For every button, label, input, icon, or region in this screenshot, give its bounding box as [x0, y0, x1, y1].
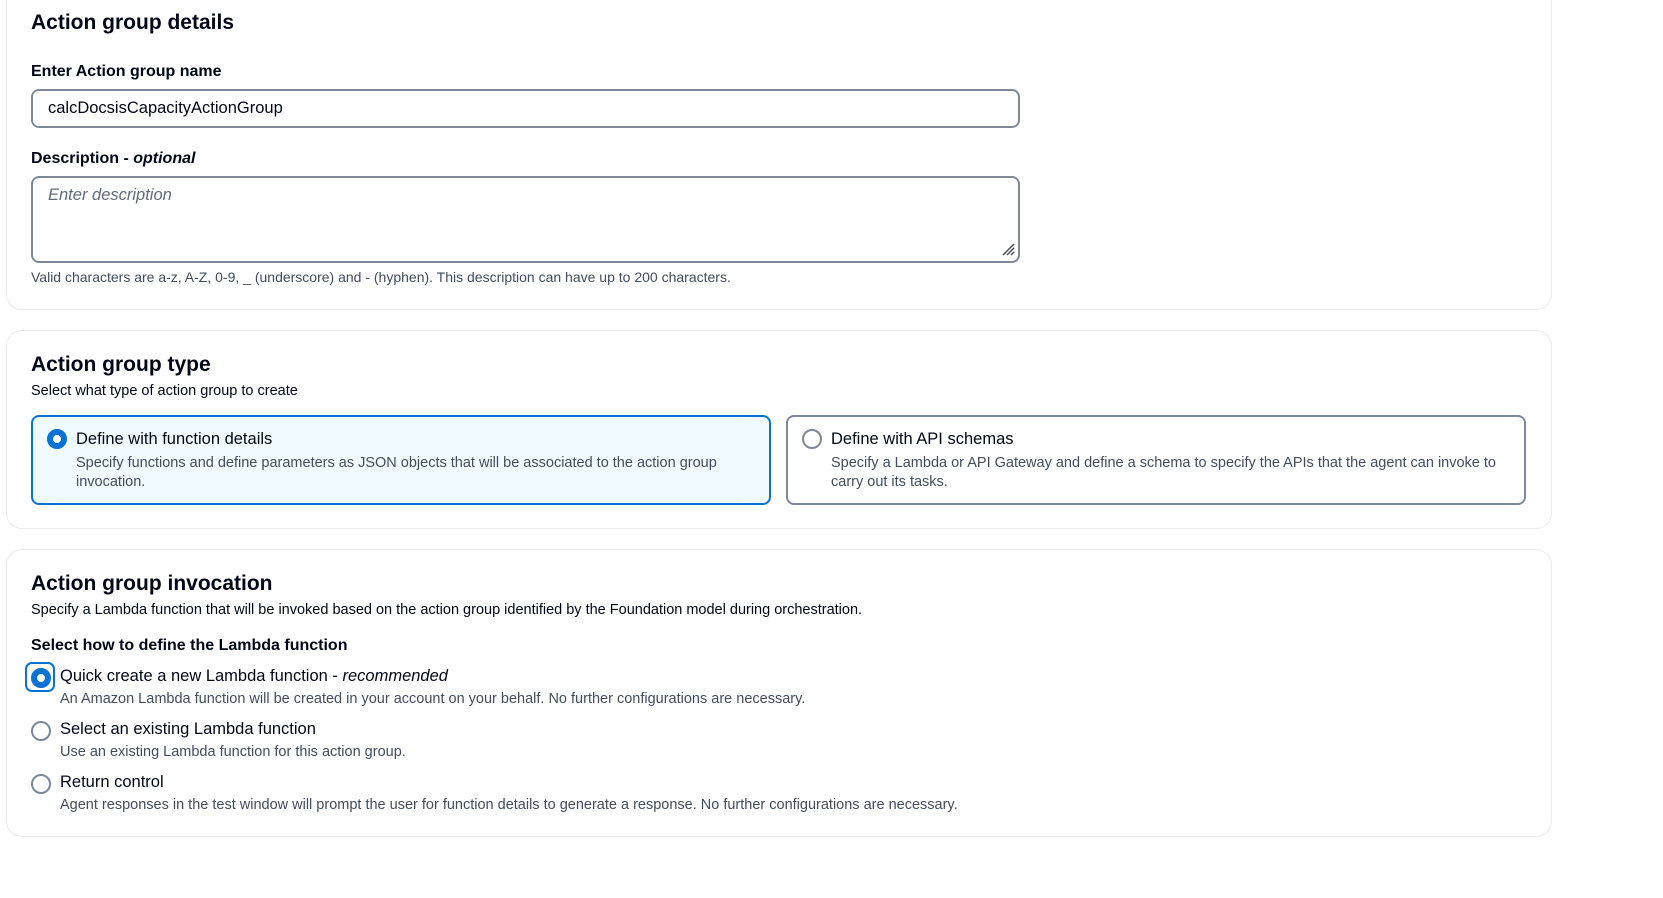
radio-selected-icon[interactable] — [47, 429, 67, 449]
option-existing-label: Select an existing Lambda function — [60, 720, 316, 738]
tile-define-function-details[interactable] — [31, 415, 771, 505]
resize-grip-icon[interactable] — [1001, 242, 1015, 256]
option-recommended-text: recommended — [342, 667, 448, 685]
description-label — [31, 150, 195, 168]
option-quick-create-text: Quick create a new Lambda function - — [60, 667, 343, 685]
name-label: Enter Action group name — [31, 63, 222, 80]
option-select-existing-lambda[interactable] — [25, 713, 1225, 761]
type-subtitle: Select what type of action group to create — [31, 383, 298, 399]
action-group-invocation-panel — [6, 549, 1552, 837]
lambda-select-label: Select how to define the Lambda function — [31, 637, 348, 654]
option-quick-create-label — [60, 667, 448, 686]
option-quick-create-description: An Amazon Lambda function will be created in your account on your behalf. No further configurations are necessary. — [60, 691, 806, 707]
option-return-description: Agent responses in the test window will prompt the user for function details to generate a response. No further configurations are necessary. — [60, 797, 958, 813]
tile-function-description: Specify functions and define parameters as JSON objects that will be associated to the action group invocation. — [76, 455, 717, 490]
action-group-details-panel — [6, 0, 1552, 310]
radio-selected-icon[interactable] — [31, 668, 51, 688]
details-heading: Action group details — [31, 11, 235, 34]
radio-unselected-icon[interactable] — [802, 429, 822, 449]
tile-function-title: Define with function details — [76, 430, 273, 448]
tile-define-api-schemas[interactable] — [786, 415, 1526, 505]
description-hint: Valid characters are a-z, A-Z, 0-9, _ (underscore) and - (hyphen). This description can have up to 200 characters. — [31, 269, 731, 285]
description-optional-text: optional — [133, 150, 196, 167]
option-quick-create-lambda[interactable] — [25, 660, 1225, 708]
option-return-control[interactable] — [25, 766, 1225, 814]
tile-api-title: Define with API schemas — [831, 430, 1014, 448]
description-textarea[interactable] — [31, 176, 1020, 263]
type-heading: Action group type — [31, 353, 211, 376]
action-group-type-panel — [6, 330, 1552, 529]
radio-unselected-icon[interactable] — [31, 774, 51, 794]
radio-unselected-icon[interactable] — [31, 721, 51, 741]
action-group-name-input[interactable] — [31, 89, 1020, 128]
option-return-label: Return control — [60, 773, 164, 791]
invocation-subtitle: Specify a Lambda function that will be invoked based on the action group identified by the Foundation model during orchestration. — [31, 602, 863, 618]
tile-api-description: Specify a Lambda or API Gateway and define a schema to specify the APIs that the agent can invoke to carry out its tasks. — [831, 455, 1496, 490]
option-existing-description: Use an existing Lambda function for this action group. — [60, 744, 406, 760]
description-label-text: Description - — [31, 150, 134, 167]
invocation-heading: Action group invocation — [31, 572, 273, 595]
